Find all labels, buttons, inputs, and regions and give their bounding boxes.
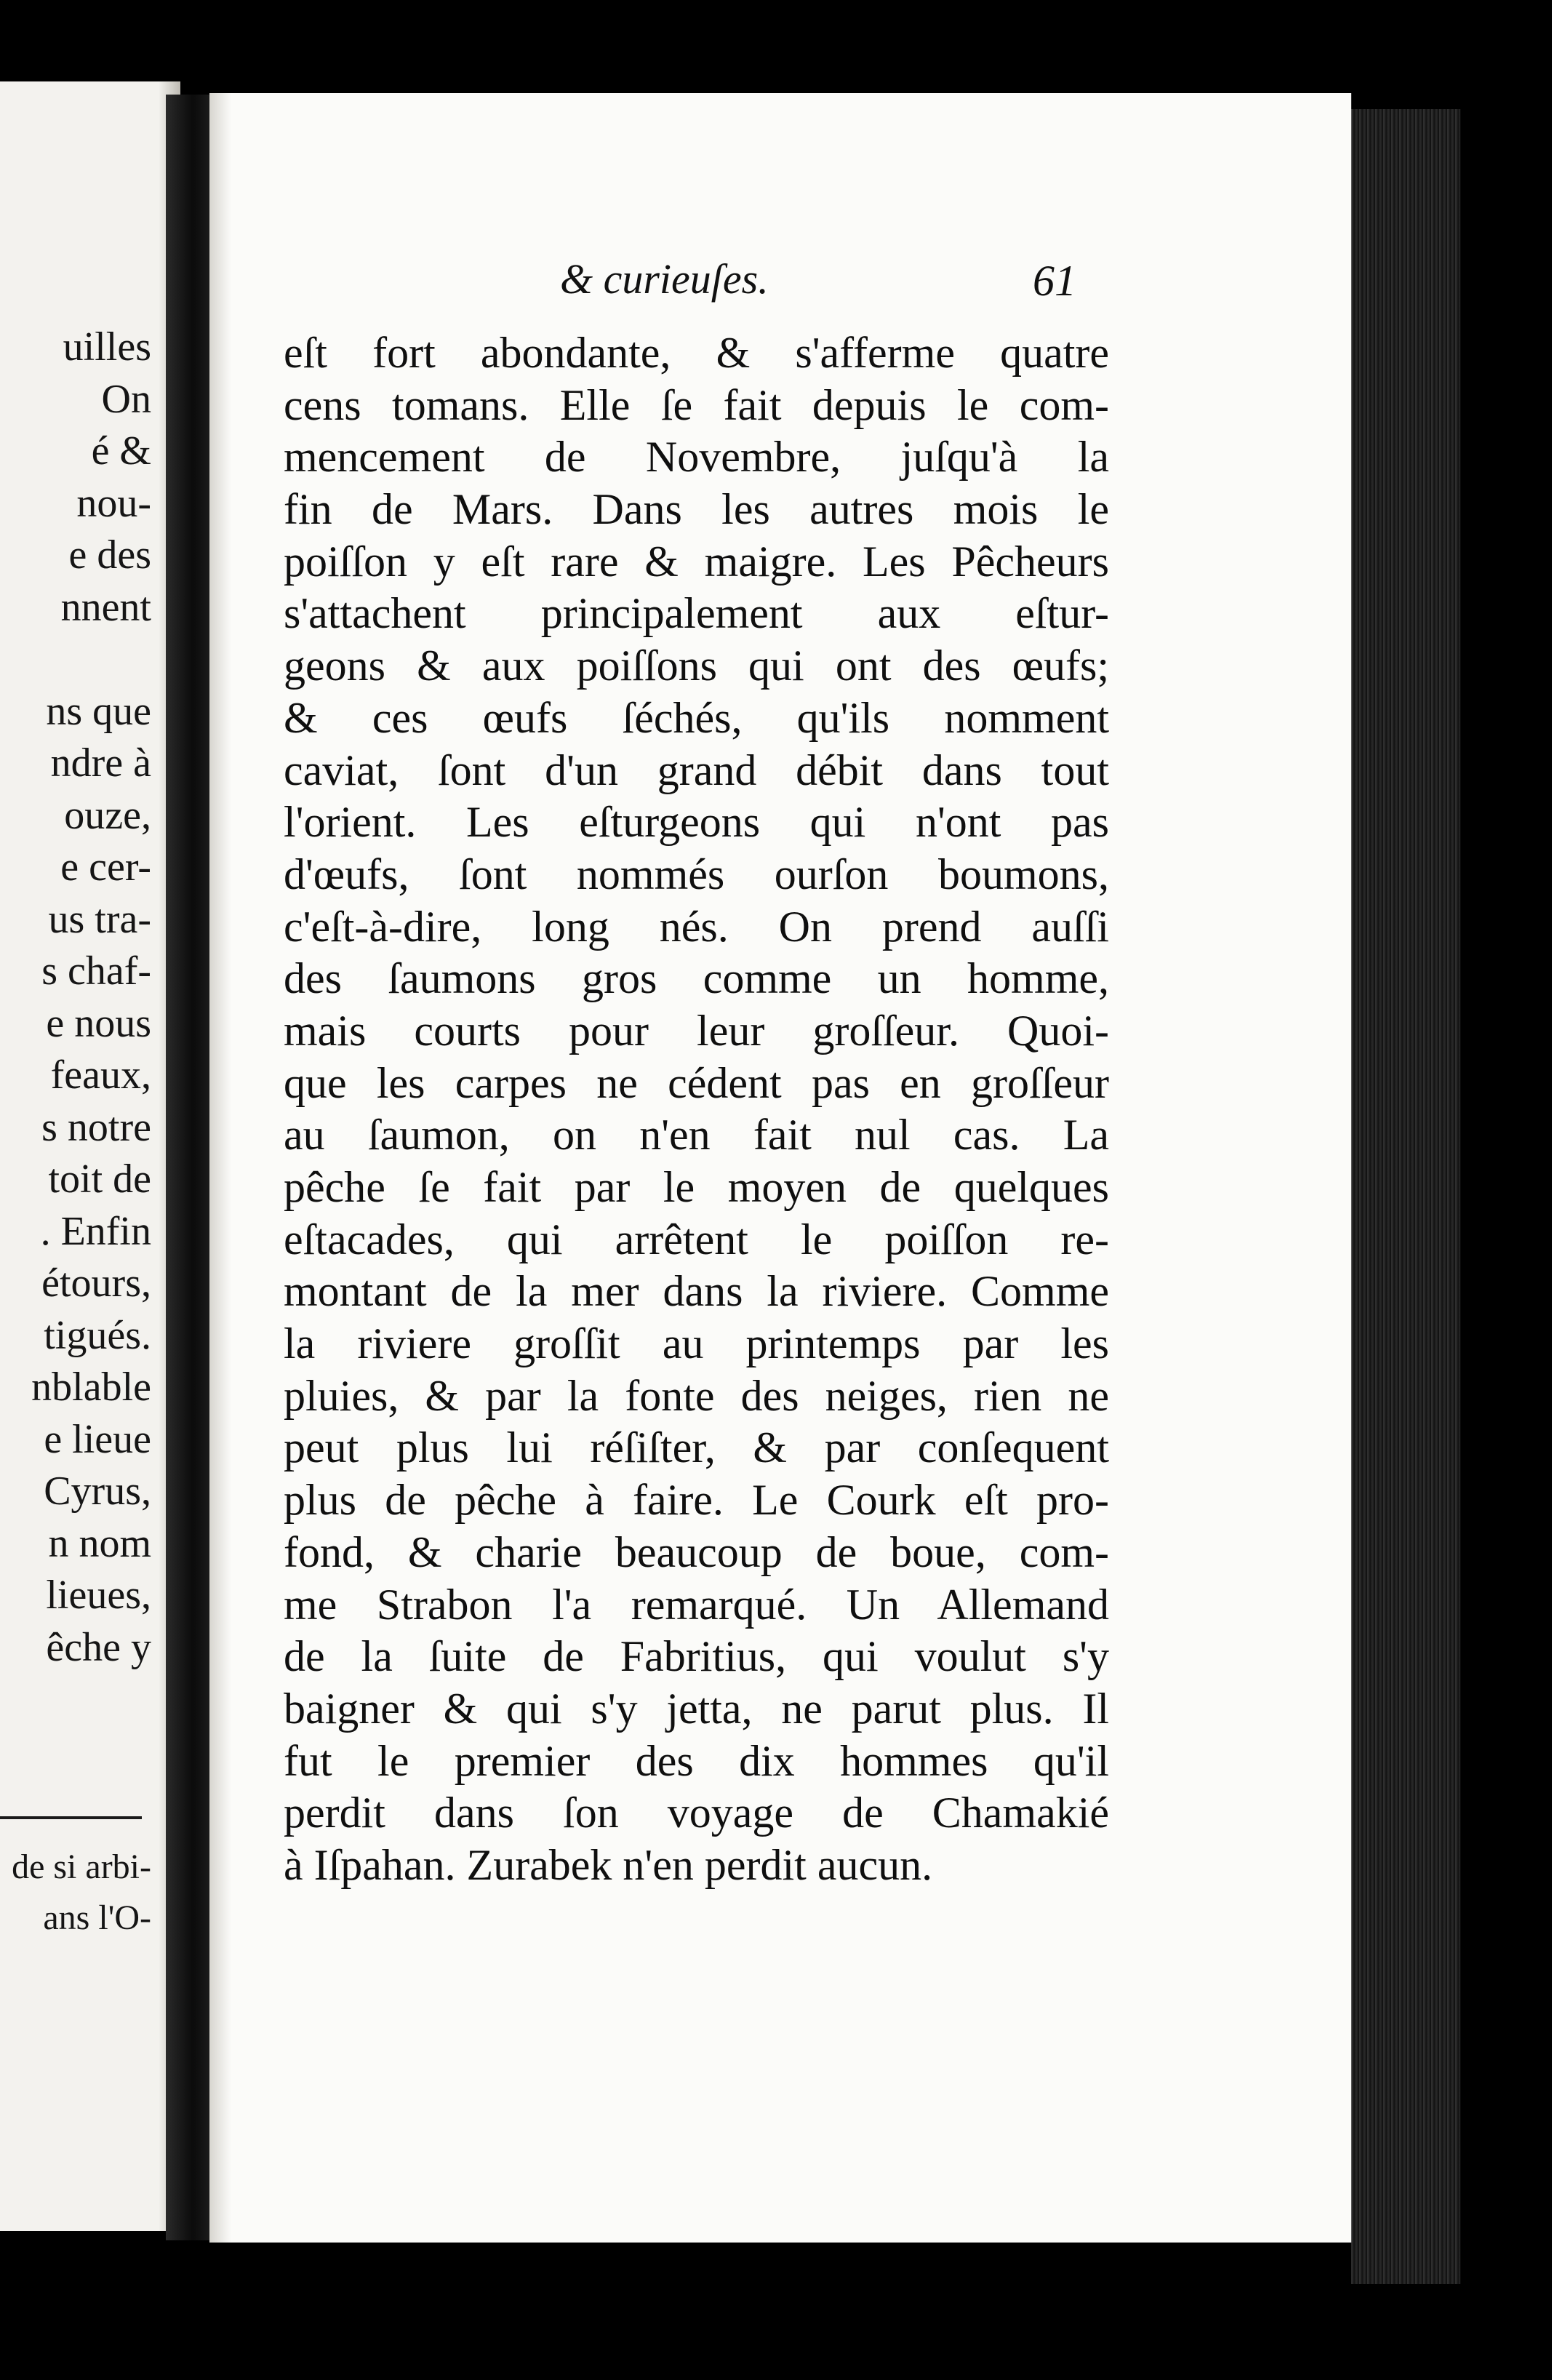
text-line: des ſaumons gros comme un homme, — [284, 954, 1109, 1003]
text-line: l'orient. Les eſturgeons qui n'ont pas — [284, 798, 1109, 847]
left-line: nou- — [76, 480, 151, 526]
left-line: ns que — [46, 688, 151, 734]
text-line: au ſaumon, on n'en fait nul cas. La — [284, 1111, 1109, 1159]
left-line: feaux, — [50, 1053, 151, 1098]
left-line — [31, 634, 151, 686]
footnote-rule — [0, 1816, 142, 1819]
text-line: peut plus lui réſiſter, & par conſequent — [284, 1423, 1109, 1472]
left-line: nnent — [60, 584, 151, 630]
text-line: que les carpes ne cédent pas en groſſeur — [284, 1058, 1109, 1107]
text-line: à Iſpahan. Zurabek n'en perdit aucun. — [284, 1840, 933, 1889]
left-note-line: de si arbi- — [12, 1848, 151, 1886]
page-edges — [1351, 109, 1460, 2284]
left-line: On — [101, 376, 151, 422]
text-line: pluies, & par la fonte des neiges, rien ne — [284, 1371, 1109, 1420]
left-line: e cer- — [60, 844, 151, 890]
left-line: s notre — [41, 1104, 151, 1150]
left-line: . Enfin — [40, 1208, 151, 1254]
text-line: caviat, ſont d'un grand débit dans tout — [284, 746, 1109, 794]
right-page-gutter-shade — [209, 93, 231, 2243]
text-line: pêche ſe fait par le moyen de quelques — [284, 1163, 1109, 1211]
text-line: s'attachent principalement aux eſtur- — [284, 589, 1109, 638]
left-line: e des — [68, 532, 151, 578]
left-page-footnotes — [12, 1842, 151, 1944]
text-line: & ces œufs ſéchés, qu'ils nomment — [284, 693, 1109, 742]
text-line: montant de la mer dans la riviere. Comme — [284, 1267, 1109, 1316]
left-line: n nom — [48, 1520, 151, 1566]
left-line: toit de — [48, 1157, 151, 1202]
text-line: de la ſuite de Fabritius, qui voulut s'y — [284, 1632, 1109, 1681]
left-line: Cyrus, — [44, 1469, 151, 1514]
text-line: c'eſt-à-dire, long nés. On prend auſſi — [284, 902, 1109, 951]
text-line: baigner & qui s'y jetta, ne parut plus. Il — [284, 1684, 1109, 1733]
left-note-line: ans l'O- — [43, 1898, 151, 1937]
left-line: uilles — [63, 324, 151, 370]
text-line: me Strabon l'a remarqué. Un Allemand — [284, 1580, 1109, 1629]
text-line: cens tomans. Elle ſe fait depuis le com- — [284, 380, 1109, 429]
left-line: êche y — [46, 1624, 151, 1670]
left-line: e lieue — [44, 1416, 151, 1462]
body-text — [284, 327, 1109, 1892]
left-line: lieues, — [46, 1573, 151, 1618]
text-line: poiſſon y eſt rare & maigre. Les Pêcheurs — [284, 537, 1109, 586]
text-line: eſtacades, qui arrêtent le poiſſon re- — [284, 1215, 1109, 1263]
text-line: geons & aux poiſſons qui ont des œufs; — [284, 642, 1109, 690]
text-line: fin de Mars. Dans les autres mois le — [284, 485, 1109, 534]
left-line: é & — [91, 428, 151, 474]
left-line: s chaf- — [41, 949, 151, 994]
page-number: 61 — [1033, 257, 1076, 305]
left-line: us tra- — [48, 896, 151, 942]
text-line: plus de pêche à faire. Le Courk eſt pro- — [284, 1476, 1109, 1525]
left-line: étours, — [41, 1261, 151, 1306]
running-head: & curieuſes. — [560, 255, 769, 303]
left-line: tigués. — [44, 1312, 151, 1358]
left-line: ouze, — [64, 792, 151, 838]
book-spine — [166, 95, 211, 2240]
text-line: la riviere groſſit au printemps par les — [284, 1319, 1109, 1368]
text-line: mais courts pour leur groſſeur. Quoi- — [284, 1006, 1109, 1055]
text-line: mencement de Novembre, juſqu'à la — [284, 433, 1109, 482]
text-line: fut le premier des dix hommes qu'il — [284, 1736, 1109, 1785]
left-line: nblable — [31, 1365, 151, 1410]
text-line: fond, & charie beaucoup de boue, com- — [284, 1528, 1109, 1576]
text-line: perdit dans ſon voyage de Chamakié — [284, 1789, 1109, 1837]
left-line: e nous — [46, 1000, 151, 1046]
text-line: eſt fort abondante, & s'afferme quatre — [284, 329, 1109, 377]
text-line: d'œufs, ſont nommés ourſon boumons, — [284, 850, 1109, 898]
left-line: ndre à — [50, 740, 151, 786]
left-page — [0, 81, 180, 2231]
left-page-text — [31, 322, 151, 1674]
